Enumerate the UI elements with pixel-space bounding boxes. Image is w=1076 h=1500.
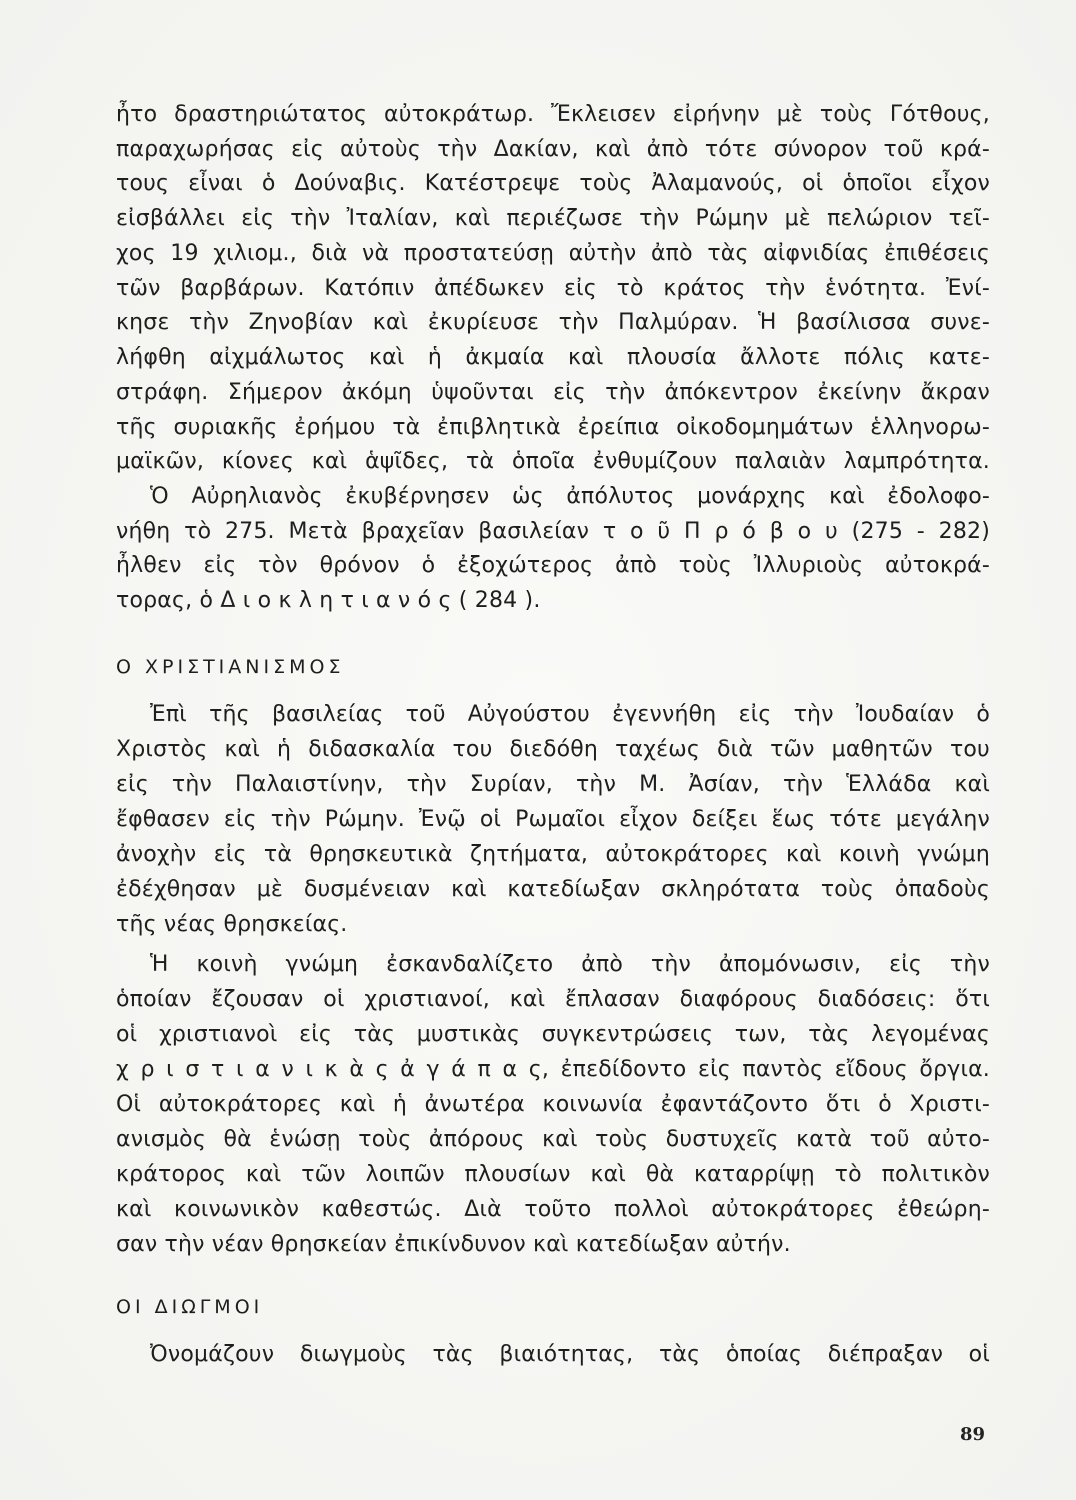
section-heading: Ο ΧΡΙΣΤΙΑΝΙΣΜΟΣ — [116, 656, 345, 678]
text-line: μαϊκῶν, κίονες καὶ ἁψῖδες, τὰ ὁποῖα ἐνθυμίζουν παλαιὰν λαμπρότητα. — [116, 449, 990, 474]
text-line: ἦλθεν εἰς τὸν θρόνον ὁ ἐξοχώτερος ἀπὸ τοὺς Ἰλλυριοὺς αὐτοκρά- — [116, 553, 990, 578]
page-number: 89 — [960, 1424, 986, 1445]
text-line: λήφθη αἰχμάλωτος καὶ ἡ ἀκμαία καὶ πλουσία ἄλλοτε πόλις κατε- — [116, 345, 990, 370]
text-line: Ὁ Αὐρηλιανὸς ἐκυβέρνησεν ὡς ἀπόλυτος μονάρχης καὶ ἐδολοφο- — [150, 484, 990, 509]
text-line: χ ρ ι σ τ ι α ν ι κ ὰ ς ἀ γ ά π α ς, ἐπεδίδοντο εἰς παντὸς εἴδους ὄργια. — [116, 1057, 990, 1082]
text-line: κράτορος καὶ τῶν λοιπῶν πλουσίων καὶ θὰ καταρρίψῃ τὸ πολιτικὸν — [116, 1162, 990, 1187]
text-line: εἰσβάλλει εἰς τὴν Ἰταλίαν, καὶ περιέζωσε τὴν Ρώμην μὲ πελώριον τεῖ- — [116, 206, 990, 231]
text-line: παραχωρήσας εἰς αὐτοὺς τὴν Δακίαν, καὶ ἀπὸ τότε σύνορον τοῦ κρά- — [116, 137, 990, 162]
text-line: σαν τὴν νέαν θρησκείαν ἐπικίνδυνον καὶ κατεδίωξαν αὐτήν. — [116, 1232, 791, 1257]
text-line: στράφη. Σήμερον ἀκόμη ὑψοῦνται εἰς τὴν ἀπόκεντρον ἐκείνην ἄκραν — [116, 380, 990, 405]
text-line: Ὀνομάζουν διωγμοὺς τὰς βιαιότητας, τὰς ὁποίας διέπραξαν οἱ — [150, 1342, 990, 1367]
text-line: ἐδέχθησαν μὲ δυσμένειαν καὶ κατεδίωξαν σκληρότατα τοὺς ὀπαδοὺς — [116, 877, 990, 902]
text-line: ἦτο δραστηριώτατος αὐτοκράτωρ. Ἔκλεισεν εἰρήνην μὲ τοὺς Γότθους, — [116, 102, 990, 127]
text-line: νήθη τὸ 275. Μετὰ βραχεῖαν βασιλείαν τ ο ῦ Π ρ ό β ο υ (275 - 282) — [116, 519, 990, 544]
text-line: οἱ χριστιανοὶ εἰς τὰς μυστικὰς συγκεντρώσεις των, τὰς λεγομένας — [116, 1022, 990, 1047]
text-line: κησε τὴν Ζηνοβίαν καὶ ἐκυρίευσε τὴν Παλμύραν. Ἡ βασίλισσα συνε- — [116, 310, 990, 335]
text-line: ὁποίαν ἔζουσαν οἱ χριστιανοί, καὶ ἔπλασαν διαφόρους διαδόσεις: ὅτι — [116, 987, 990, 1012]
text-line: εἰς τὴν Παλαιστίνην, τὴν Συρίαν, τὴν Μ. Ἀσίαν, τὴν Ἑλλάδα καὶ — [116, 772, 990, 797]
text-line: Χριστὸς καὶ ἡ διδασκαλία του διεδόθη ταχέως διὰ τῶν μαθητῶν του — [116, 737, 990, 762]
text-line: χος 19 χιλιομ., διὰ νὰ προστατεύσῃ αὐτὴν ἀπὸ τὰς αἰφνιδίας ἐπιθέσεις — [116, 241, 990, 266]
text-line: τῆς νέας θρησκείας. — [116, 912, 348, 937]
text-line: τῆς συριακῆς ἐρήμου τὰ ἐπιβλητικὰ ἐρείπια οἰκοδομημάτων ἑλληνορω- — [116, 415, 990, 440]
text-line: Οἱ αὐτοκράτορες καὶ ἡ ἀνωτέρα κοινωνία ἐφαντάζοντο ὅτι ὁ Χριστι- — [116, 1092, 990, 1117]
text-line: τῶν βαρβάρων. Κατόπιν ἀπέδωκεν εἰς τὸ κράτος τὴν ἑνότητα. Ἐνί- — [116, 276, 990, 301]
text-line: τους εἶναι ὁ Δούναβις. Κατέστρεψε τοὺς Ἀλαμανούς, οἱ ὁποῖοι εἶχον — [116, 171, 990, 196]
text-line: Ἐπὶ τῆς βασιλείας τοῦ Αὐγούστου ἐγεννήθη εἰς τὴν Ἰουδαίαν ὁ — [150, 702, 990, 727]
section-heading: ΟΙ ΔΙΩΓΜΟΙ — [116, 1296, 264, 1318]
text-line: Ἡ κοινὴ γνώμη ἐσκανδαλίζετο ἀπὸ τὴν ἀπομόνωσιν, εἰς τὴν — [150, 952, 990, 977]
text-line: ἀνοχὴν εἰς τὰ θρησκευτικὰ ζητήματα, αὐτοκράτορες καὶ κοινὴ γνώμη — [116, 842, 990, 867]
text-line: ανισμὸς θὰ ἑνώσῃ τοὺς ἀπόρους καὶ τοὺς δυστυχεῖς κατὰ τοῦ αὐτο- — [116, 1127, 990, 1152]
text-line: τορας, ὁ Δ ι ο κ λ η τ ι α ν ό ς ( 284 ). — [116, 588, 541, 613]
text-line: ἔφθασεν εἰς τὴν Ρώμην. Ἐνῷ οἱ Ρωμαῖοι εἶχον δείξει ἕως τότε μεγάλην — [116, 807, 990, 832]
text-line: καὶ κοινωνικὸν καθεστώς. Διὰ τοῦτο πολλοὶ αὐτοκράτορες ἐθεώρη- — [116, 1197, 990, 1222]
